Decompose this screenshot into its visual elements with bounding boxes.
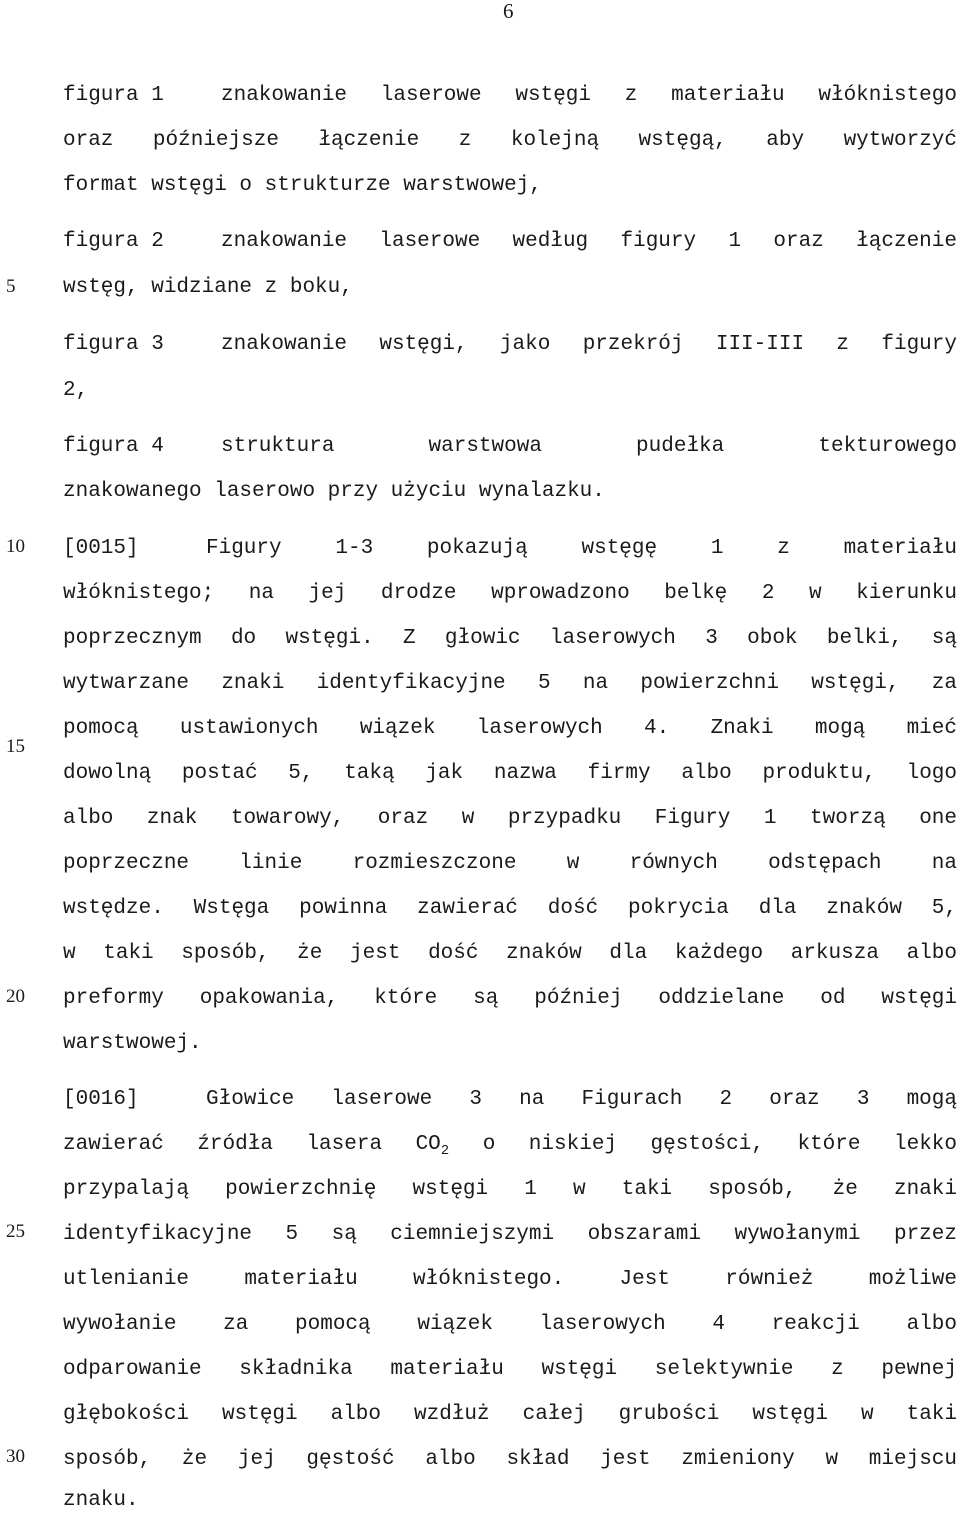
paragraph-line: pomocą ustawionych wiązek laserowych 4. Znaki mogą mieć xyxy=(63,717,957,740)
figure-label: figura 2 xyxy=(63,230,164,253)
paragraph-line: warstwowej. xyxy=(63,1032,202,1055)
paragraph-line: przypalają powierzchnię wstęgi 1 w taki sposób, że znaki xyxy=(63,1178,957,1201)
figure-text: znakowanie wstęgi, jako przekrój III-III z figury xyxy=(221,333,957,356)
figure-text: 2, xyxy=(63,379,89,402)
figure-text: oraz późniejsze łączenie z kolejną wstęgą, aby wytworzyć xyxy=(63,129,957,152)
figure-text: wstęg, widziane z boku, xyxy=(63,276,353,299)
figure-label: figura 4 xyxy=(63,435,164,458)
figure-label: figura 1 xyxy=(63,84,164,107)
paragraph-number: [0016] xyxy=(63,1088,139,1111)
paragraph-line: odparowanie składnika materiału wstęgi selektywnie z pewnej xyxy=(63,1358,957,1381)
figure-text: znakowanie laserowe według figury 1 oraz łączenie xyxy=(221,230,957,253)
figure-label: figura 3 xyxy=(63,333,164,356)
line-number: 25 xyxy=(6,1221,25,1242)
paragraph-line: Figury 1-3 pokazują wstęgę 1 z materiału xyxy=(206,537,957,560)
text-run: zawierać źródła lasera CO xyxy=(63,1133,441,1156)
line-number: 5 xyxy=(6,276,16,297)
paragraph-line: głębokości wstęgi albo wzdłuż całej grubości wstęgi w taki xyxy=(63,1403,957,1426)
paragraph-line: poprzeczne linie rozmieszczone w równych odstępach na xyxy=(63,852,957,875)
line-number: 20 xyxy=(6,986,25,1007)
text-run: o niskiej gęstości, które lekko xyxy=(449,1133,957,1156)
paragraph-line: wytwarzane znaki identyfikacyjne 5 na powierzchni wstęgi, za xyxy=(63,672,957,695)
paragraph-line: wywołanie za pomocą wiązek laserowych 4 reakcji albo xyxy=(63,1313,957,1336)
paragraph-line: poprzecznym do wstęgi. Z głowic laserowych 3 obok belki, są xyxy=(63,627,957,650)
figure-text: struktura warstwowa pudełka tekturowego xyxy=(221,435,957,458)
paragraph-line: dowolną postać 5, taką jak nazwa firmy albo produktu, logo xyxy=(63,762,957,785)
paragraph-line: sposób, że jej gęstość albo skład jest zmieniony w miejscu xyxy=(63,1448,957,1471)
figure-text: znakowanie laserowe wstęgi z materiału włóknistego xyxy=(221,84,957,107)
paragraph-line: w taki sposób, że jest dość znaków dla każdego arkusza albo xyxy=(63,942,957,965)
paragraph-line: preformy opakowania, które są później oddzielane od wstęgi xyxy=(63,987,957,1010)
paragraph-line: Głowice laserowe 3 na Figurach 2 oraz 3 mogą xyxy=(206,1088,957,1111)
figure-text: format wstęgi o strukturze warstwowej, xyxy=(63,174,542,197)
paragraph-number: [0015] xyxy=(63,537,139,560)
figure-text: znakowanego laserowo przy użyciu wynalazku. xyxy=(63,480,605,503)
line-number: 10 xyxy=(6,536,25,557)
subscript: 2 xyxy=(440,1143,450,1160)
paragraph-line: albo znak towarowy, oraz w przypadku Figury 1 tworzą one xyxy=(63,807,957,830)
paragraph-line: utlenianie materiału włóknistego. Jest również możliwe xyxy=(63,1268,957,1291)
paragraph-line xyxy=(63,1132,957,1158)
line-number: 15 xyxy=(6,736,25,757)
paragraph-line: włóknistego; na jej drodze wprowadzono belkę 2 w kierunku xyxy=(63,582,957,605)
paragraph-line: wstędze. Wstęga powinna zawierać dość pokrycia dla znaków 5, xyxy=(63,897,957,920)
paragraph-line: identyfikacyjne 5 są ciemniejszymi obszarami wywołanymi przez xyxy=(63,1223,957,1246)
line-number: 30 xyxy=(6,1446,25,1467)
page-number: 6 xyxy=(503,0,514,23)
paragraph-line: znaku. xyxy=(63,1489,139,1512)
